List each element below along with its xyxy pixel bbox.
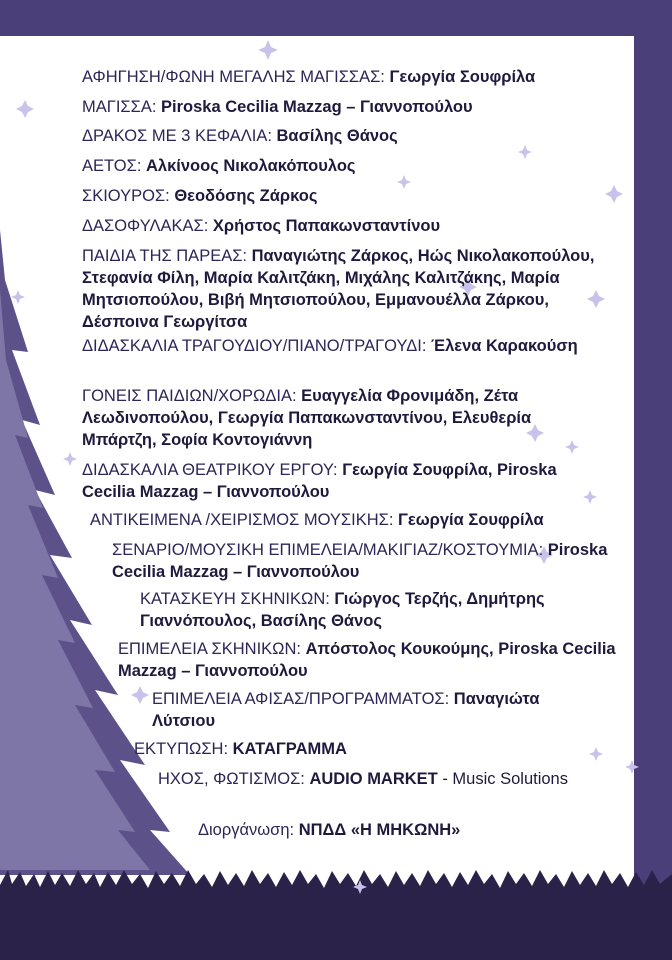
credit-name: Έλενα Καρακούση [431,337,578,355]
credit-name-suffix: - Music Solutions [437,770,568,788]
credit-name: Ευαγγελία Φρονιμάδη, Ζέτα Λεωδινοπούλου, Γεωργία Παπακωνσταντίνου, Ελευθερία Μπάρτζη, Σοφία Κοντογιάννη [82,387,532,449]
credit-name: ΝΠΔΔ «Η ΜΗΚΩΝΗ» [298,821,461,839]
credit-organizer [198,819,598,841]
credit-witch [82,96,622,118]
credit-name: Θεοδόσης Ζάρκος [174,187,318,205]
credit-role: ΔΑΣΟΦΥΛΑΚΑΣ: [82,217,213,235]
credit-poster [152,688,592,732]
credit-choir [82,385,592,451]
credit-name: Παναγιώτης Ζάρκος, Ηώς Νικολακοπούλου, Στεφανία Φίλη, Μαρία Καλιτζάκη, Μιχάλης Καλιτζάκης, Μαρία Μητσιοπούλου, Βιβή Μητσιοπούλου, Εμμανουέλλα Ζάρκου, Δέσποινα Γεωργίτσα [82,247,595,331]
credit-dragon [82,125,622,147]
sparkle-icon [63,452,77,466]
credit-set-design [118,638,618,682]
credit-script [112,539,612,583]
credit-name: AUDIO MARKET [309,770,438,788]
credit-name: Γεωργία Σουφρίλα, Piroska Cecilia Mazzag – Γιαννοπούλου [82,461,557,501]
credit-squirrel [82,185,622,207]
credit-direction [82,459,582,503]
credit-name: Γεωργία Σουφρίλα [397,511,544,529]
credit-name: Piroska Cecilia Mazzag – Γιαννοπούλου [112,541,608,581]
credit-sound-lighting [158,768,568,790]
sparkle-icon [625,760,639,774]
credit-role: ΜΑΓΙΣΣΑ: [82,98,161,116]
sparkle-icon [131,686,149,704]
credit-name: ΚΑΤΑΓΡΑΜΜΑ [232,740,347,758]
credit-role: ΕΚΤΥΠΩΣΗ: [134,740,233,758]
credit-role: ΕΠΙΜΕΛΕΙΑ ΑΦΙΣΑΣ/ΠΡΟΓΡΑΜΜΑΤΟΣ: [152,690,454,708]
credit-props [90,509,620,531]
credit-name: Απόστολος Κουκούμης, Piroska Cecilia Mazzag – Γιαννοπούλου [118,640,616,680]
credit-name: Χρήστος Παπακωνσταντίνου [212,217,441,235]
credit-role: ΑΕΤΟΣ: [82,157,146,175]
credit-name: Αλκίνοος Νικολακόπουλος [146,157,356,175]
credit-singing [82,335,582,357]
credit-role: ΑΝΤΙΚΕΙΜΕΝΑ /ΧΕΙΡΙΣΜΟΣ ΜΟΥΣΙΚΗΣ: [90,511,398,529]
sparkle-icon [11,290,25,304]
credit-narrator [82,66,622,88]
credit-children [82,245,622,333]
credit-name: Παναγιώτα Λύτσιου [152,690,540,730]
credit-role: ΑΦΗΓΗΣΗ/ΦΩΝΗ ΜΕΓΑΛΗΣ ΜΑΓΙΣΣΑΣ: [82,68,390,86]
credit-printing [134,738,534,760]
credit-role: ΕΠΙΜΕΛΕΙΑ ΣΚΗΝΙΚΩΝ: [118,640,306,658]
credit-set-construction [140,588,620,632]
credit-role: ΣΚΙΟΥΡΟΣ: [82,187,175,205]
credit-role: ΔΙΔΑΣΚΑΛΙΑ ΘΕΑΤΡΙΚΟΥ ΕΡΓΟΥ: [82,461,343,479]
credit-name: Γεωργία Σουφρίλα [389,68,536,86]
credit-role: ΔΙΔΑΣΚΑΛΙΑ ΤΡΑΓΟΥΔΙΟΥ/ΠΙΑΝΟ/ΤΡΑΓΟΥΔΙ: [82,337,432,355]
credit-forester [82,215,622,237]
credit-role: ΣΕΝΑΡΙΟ/ΜΟΥΣΙΚΗ ΕΠΙΜΕΛΕΙΑ/ΜΑΚΙΓΙΑΖ/ΚΟΣΤΟΥΜΙΑ: [112,541,548,559]
sparkle-icon [589,747,603,761]
credit-role: ΔΡΑΚΟΣ ΜΕ 3 ΚΕΦΑΛΙΑ: [82,127,277,145]
credit-role: ΚΑΤΑΣΚΕΥΗ ΣΚΗΝΙΚΩΝ: [140,590,335,608]
credit-role: ΗΧΟΣ, ΦΩΤΙΣΜΟΣ: [158,770,310,788]
credit-role: Διοργάνωση: [198,821,299,839]
credit-role: ΠΑΙΔΙΑ ΤΗΣ ΠΑΡΕΑΣ: [82,247,252,265]
credit-name: Piroska Cecilia Mazzag – Γιαννοπούλου [161,98,473,116]
sparkle-icon [258,40,278,60]
sparkle-icon [16,100,34,118]
sparkle-icon [583,490,597,504]
credit-role: ΓΟΝΕΙΣ ΠΑΙΔΙΩΝ/ΧΟΡΩΔΙΑ: [82,387,302,405]
credit-name: Βασίλης Θάνος [276,127,398,145]
grass-silhouette [0,870,672,960]
credit-name: Γιώργος Τερζής, Δημήτρης Γιαννόπουλος, Βασίλης Θάνος [140,590,545,630]
credit-eagle [82,155,622,177]
